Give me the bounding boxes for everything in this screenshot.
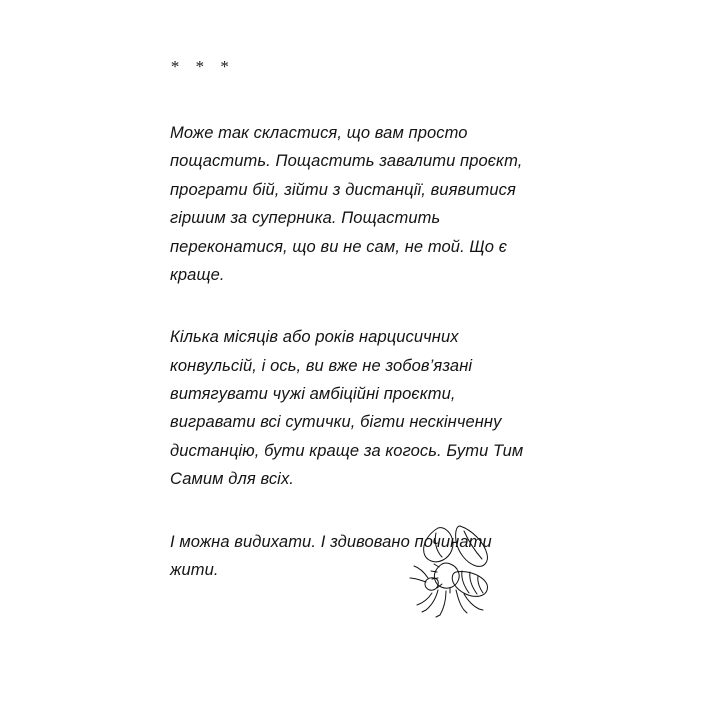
text-column <box>170 58 540 584</box>
paragraph-1: Може так скластися, що вам просто пощастить. Пощастить завалити проєкт, програти бій, зійти з дистанції, виявитися гіршим за суперника. Пощастить переконатися, що ви не сам, не той. Що є краще. <box>170 124 523 284</box>
section-separator: * * * <box>170 57 234 76</box>
bee-drawing-icon <box>398 520 528 625</box>
paragraph-2: Кілька місяців або років нарцисичних конвульсій, і ось, ви вже не зобов’язані витягувати чужі амбіційні проєкти, вигравати всі сутички, бігти нескінченну дистанцію, бути краще за когось. Бути Тим Самим для всіх. <box>170 328 524 489</box>
paragraph-3: І можна видихати. І здивовано починати жити. <box>170 532 492 579</box>
